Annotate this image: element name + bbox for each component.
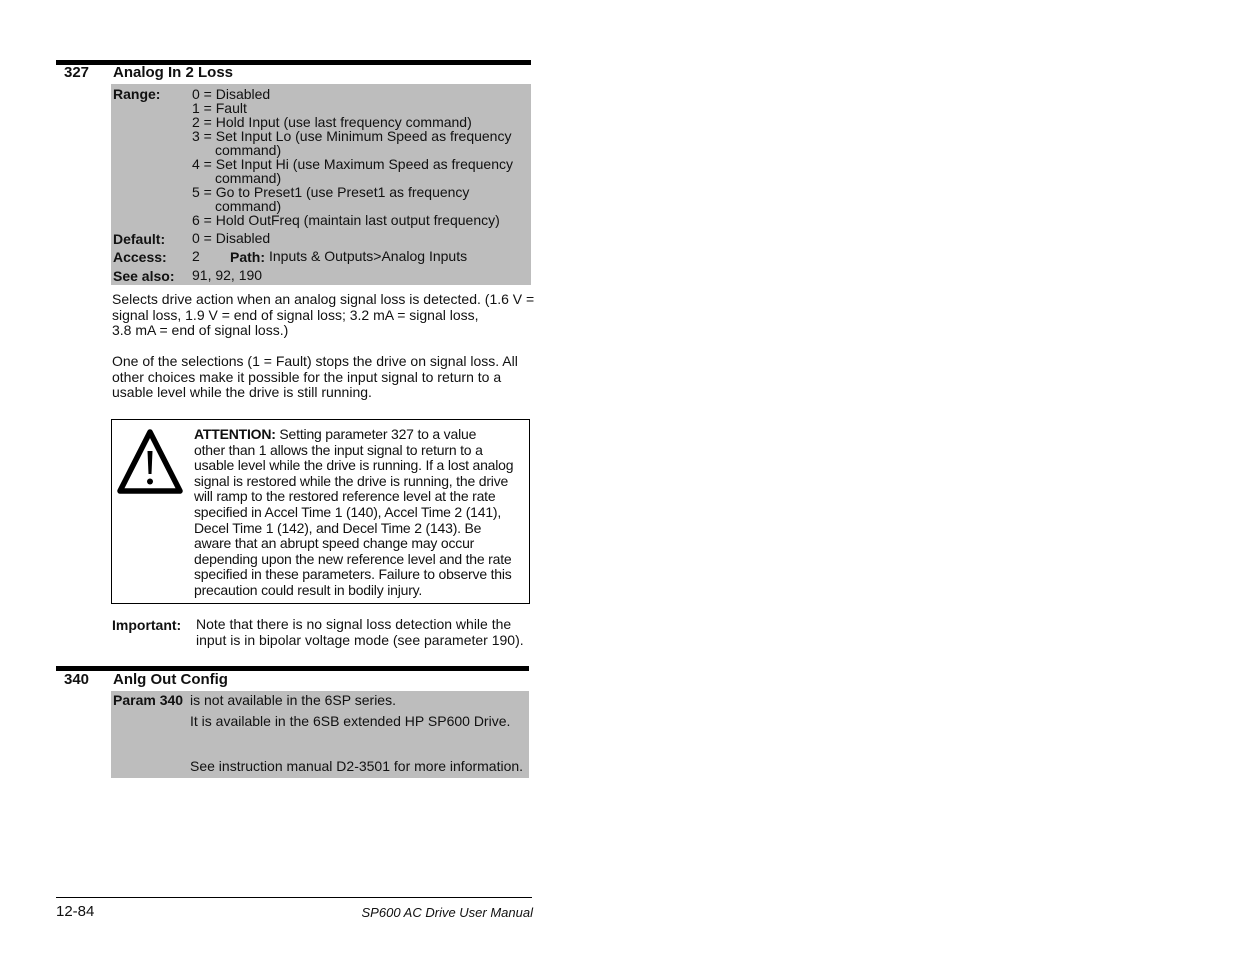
footer-rule [56,897,532,898]
see-also-value: 91, 92, 190 [192,267,263,283]
paragraph-line: signal loss, 1.9 V = end of signal loss; 3.2 mA = signal loss, [112,306,479,323]
page-number: 12-84 [56,903,95,920]
range-label: Range: [113,86,161,102]
attention-text [194,427,524,599]
range-option: 2 = Hold Input (use last frequency command) [192,114,472,130]
attention-line: specified in these parameters. Failure to observe this [194,566,512,583]
param-340-label: Param 340 [113,692,184,708]
important-line: input is in bipolar voltage mode (see parameter 190). [196,631,524,648]
param-number-327: 327 [64,64,90,81]
description-paragraph-1 [112,291,535,339]
default-value: 0 = Disabled [192,230,271,246]
attention-line: usable level while the drive is running. If a lost analog [194,457,514,474]
attention-line: aware that an abrupt speed change may occur [194,535,475,552]
range-option: 5 = Go to Preset1 (use Preset1 as frequency [192,184,470,200]
see-also-label: See also: [113,268,175,284]
path-value: Inputs & Outputs>Analog Inputs [269,248,468,264]
description-paragraph-2 [112,354,532,401]
range-option: 0 = Disabled [192,86,271,102]
range-list [192,87,513,227]
attention-line: depending upon the new reference level and the rate [194,550,512,567]
default-label: Default: [113,231,166,247]
range-option: command) [215,198,282,214]
attention-line-text: Setting parameter 327 to a value [275,426,477,442]
range-option: 3 = Set Input Lo (use Minimum Speed as frequency [192,128,512,144]
manual-title: SP600 AC Drive User Manual [361,905,533,920]
access-label: Access: [113,249,167,265]
important-label: Important: [112,617,182,633]
param-number-340: 340 [64,671,90,688]
paragraph-line: usable level while the drive is still running. [112,384,372,400]
range-option: command) [215,170,282,186]
param-340-line-3: See instruction manual D2-3501 for more information. [190,758,524,774]
attention-line: Decel Time 1 (142), and Decel Time 2 (143). Be [194,519,482,536]
attention-label: ATTENTION: [194,426,276,442]
attention-line: other than 1 allows the input signal to return to a [194,441,483,458]
access-value: 2 [192,248,200,264]
paragraph-line: 3.8 mA = end of signal loss.) [112,322,289,338]
param-title-340: Anlg Out Config [113,671,228,688]
param-340-line-1: is not available in the 6SP series. [190,692,396,708]
attention-line: will ramp to the restored reference level at the rate [194,488,496,505]
param-title-327: Analog In 2 Loss [113,64,234,81]
range-option: 1 = Fault [192,100,247,116]
paragraph-line: Selects drive action when an analog signal loss is detected. (1.6 V = [112,291,535,307]
paragraph-line: One of the selections (1 = Fault) stops the drive on signal loss. All [112,353,518,369]
path-label: Path: [230,249,265,265]
paragraph-line: other choices make it possible for the input signal to return to a [112,368,502,385]
attention-line: precaution could result in bodily injury. [194,581,423,598]
range-option: command) [215,142,282,158]
attention-line: specified in Accel Time 1 (140), Accel Time 2 (141), [194,503,502,520]
attention-line: signal is restored while the drive is running, the drive [194,472,509,489]
range-option: 4 = Set Input Hi (use Maximum Speed as frequency [192,156,513,172]
warning-triangle-icon [116,427,184,497]
important-line: Note that there is no signal loss detection while the [196,616,512,632]
important-text [196,617,531,648]
attention-line [194,427,524,443]
range-option: 6 = Hold OutFreq (maintain last output frequency) [192,212,500,228]
param-340-line-2: It is available in the 6SB extended HP SP600 Drive. [190,713,511,729]
